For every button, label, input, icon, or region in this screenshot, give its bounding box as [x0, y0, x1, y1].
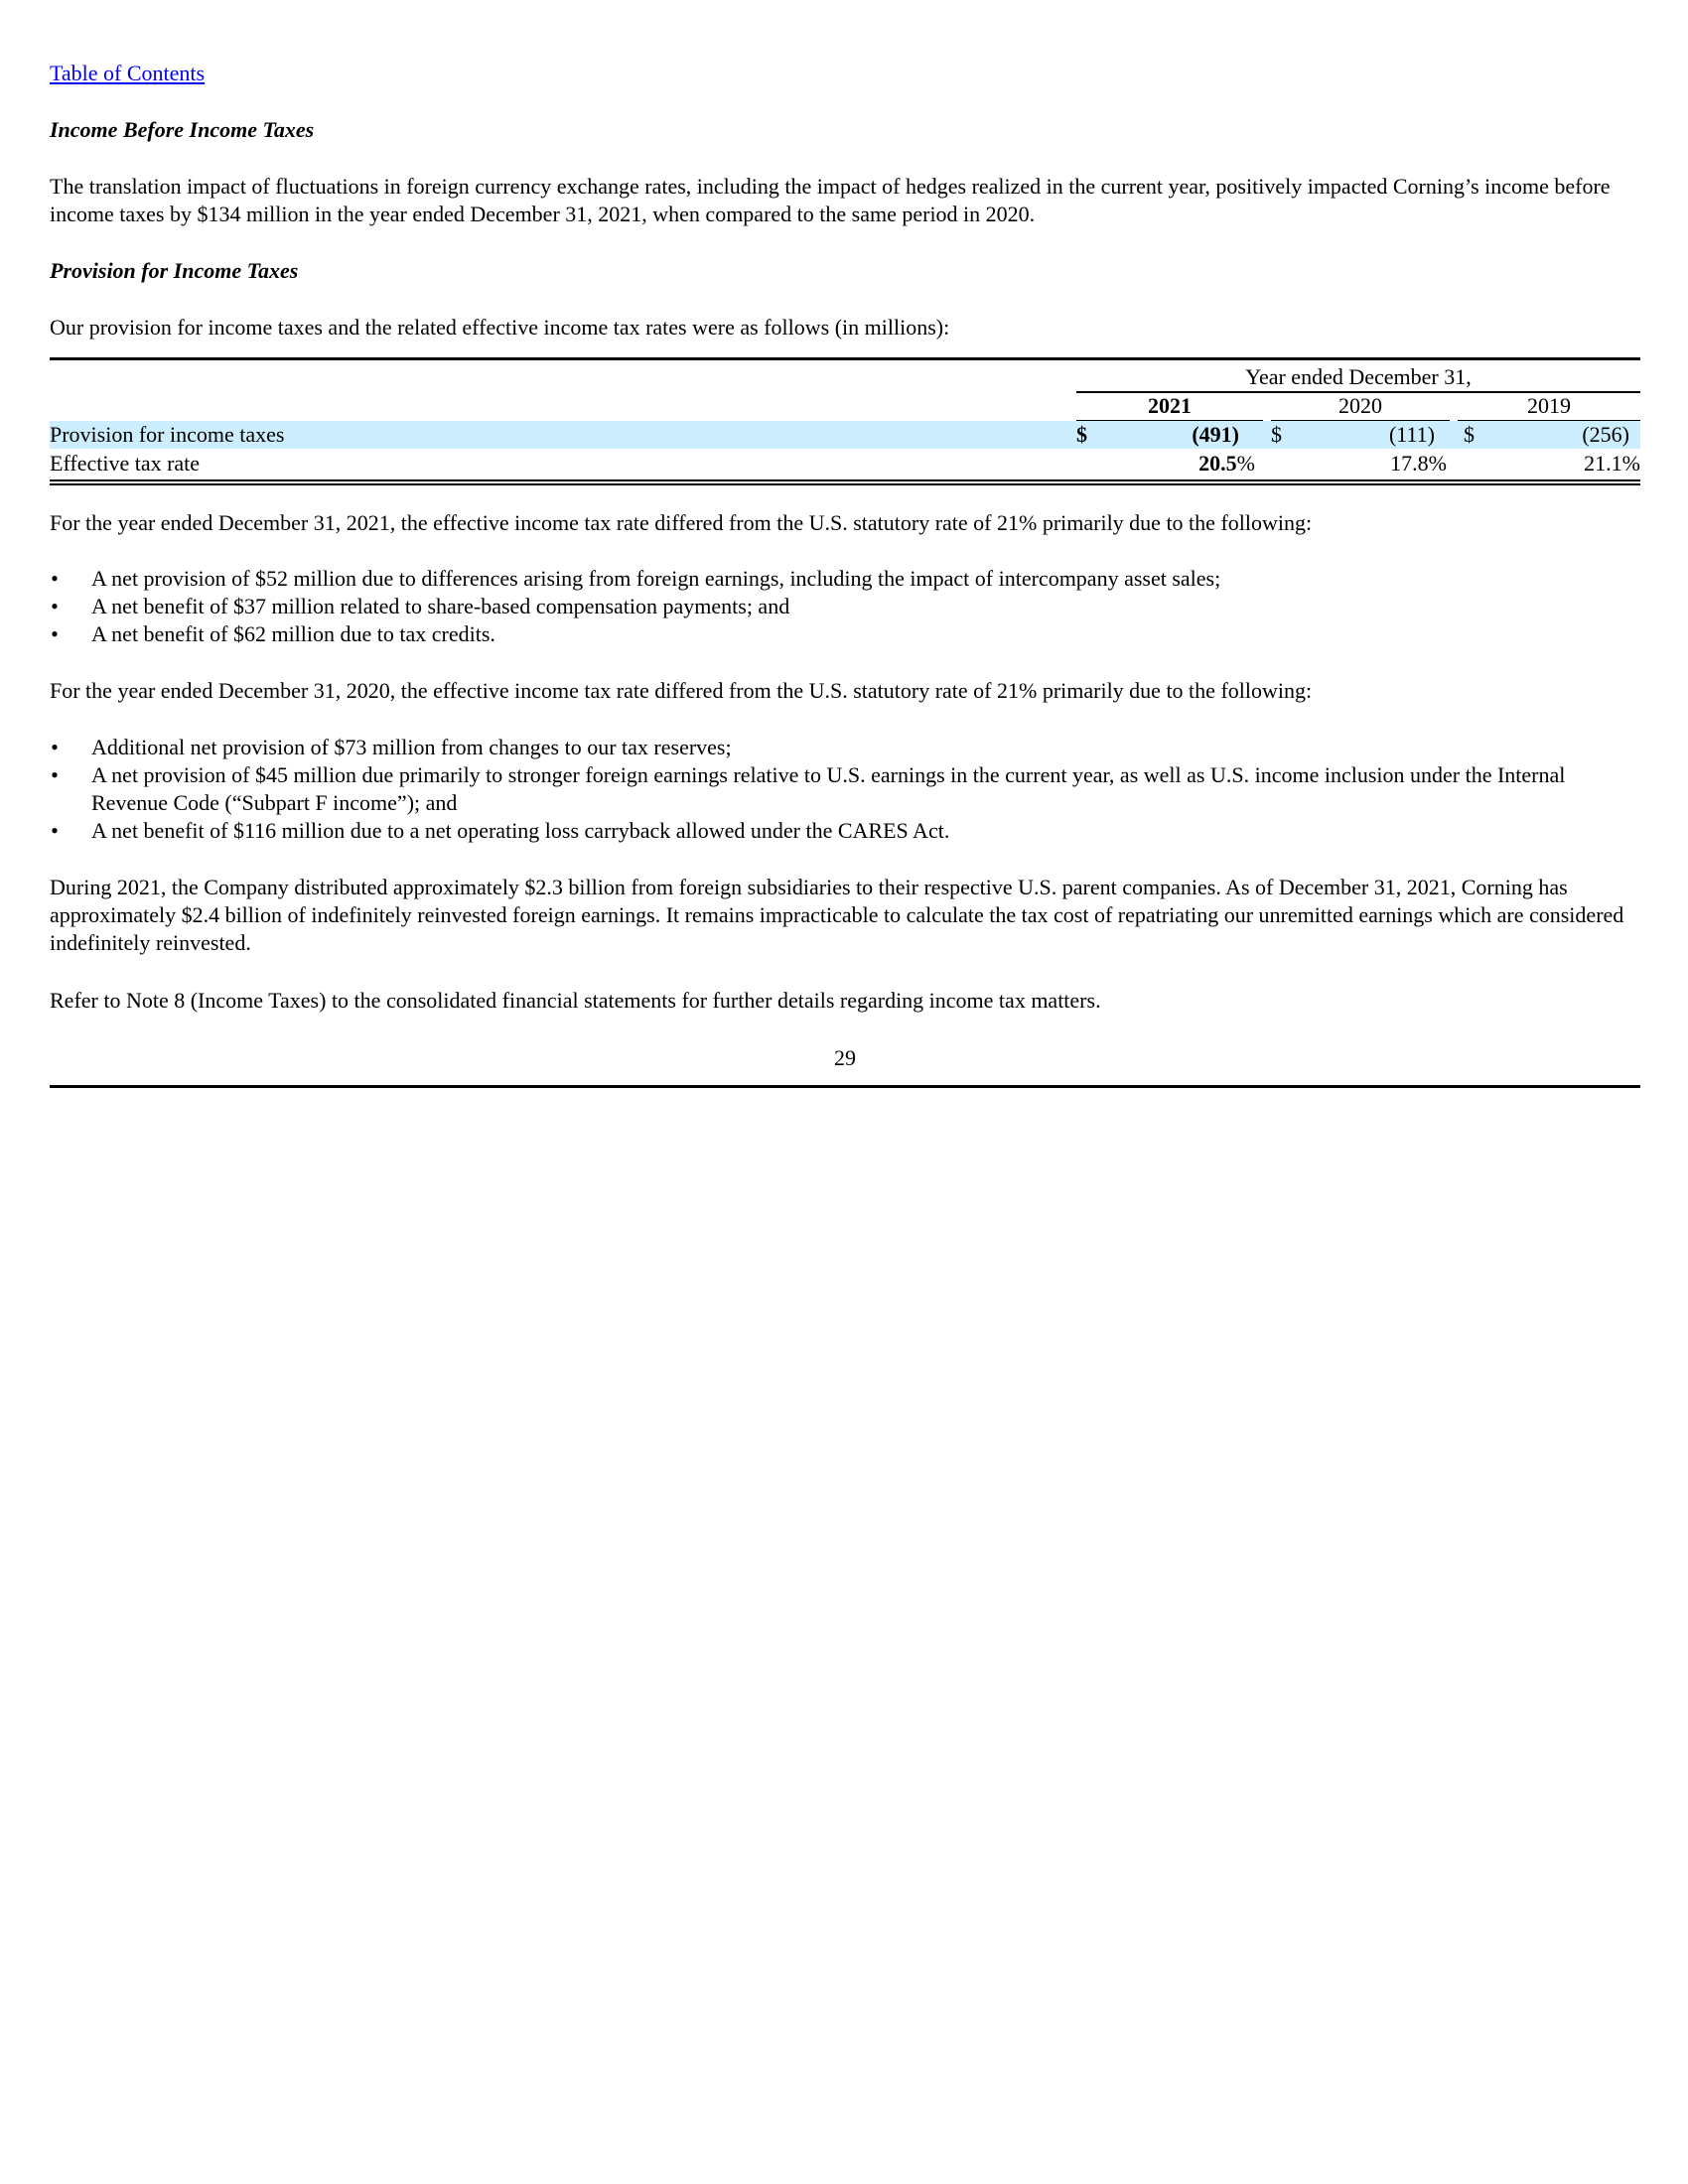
paragraph-refer-note: Refer to Note 8 (Income Taxes) to the consolidated financial statements for further details regarding income tax matters. [50, 988, 1101, 1013]
currency-2021: $ [1076, 422, 1087, 447]
bullet-list-2020 [50, 734, 1640, 845]
year-group-header: Year ended December 31, [1076, 363, 1640, 393]
paragraph-foreign-distribution: During 2021, the Company distributed approximately $2.3 billion from foreign subsidiaries to their respective U.S. parent companies. As of December 31, 2021, Corning has approximately $2.4 billion of indefinitely reinvested foreign earnings. It remains impracticable to calculate the tax cost of repatriating our unremitted earnings which are considered indefinitely reinvested. [50, 875, 1624, 955]
paragraph-provision-intro: Our provision for income taxes and the related effective income tax rates were as follows (in millions): [50, 315, 950, 340]
list-item: • A net benefit of $116 million due to a net operating loss carryback allowed under the CARES Act. [51, 818, 950, 843]
provision-2019: (256) [1582, 422, 1629, 447]
provision-2021: (491) [1192, 422, 1239, 447]
column-header-2020: 2020 [1271, 392, 1450, 422]
heading-provision-for-taxes: Provision for Income Taxes [50, 258, 299, 283]
list-item: • Additional net provision of $73 million from changes to our tax reserves; [51, 735, 732, 759]
table-row-effective-rate [50, 450, 1640, 478]
page-number: 29 [834, 1045, 856, 1070]
heading-income-before-taxes: Income Before Income Taxes [50, 117, 315, 142]
effective-rate-2019: 21.1% [1584, 451, 1640, 476]
paragraph-2020-intro: For the year ended December 31, 2020, the effective income tax rate differed from the U.S. statutory rate of 21% primarily due to the following: [50, 678, 1313, 703]
table-top-rule [50, 357, 1640, 360]
effective-rate-2020: 17.8% [1390, 451, 1447, 476]
table-of-contents-link[interactable]: Table of Contents [50, 61, 206, 85]
list-item: • A net provision of $45 million due primarily to stronger foreign earnings relative to U.S. earnings in the current year, as well as U.S. income inclusion under the Internal Revenue Code (“Subpart F income”); and [51, 762, 1566, 815]
list-item: • A net benefit of $62 million due to tax credits. [51, 621, 495, 646]
provision-2020: (111) [1388, 422, 1435, 447]
list-item: • A net provision of $52 million due to differences arising from foreign earnings, including the impact of intercompany asset sales; [51, 566, 1221, 591]
currency-2019: $ [1464, 422, 1475, 447]
table-row-provision [50, 421, 1640, 449]
paragraph-2021-intro: For the year ended December 31, 2021, the effective income tax rate differed from the U.S. statutory rate of 21% primarily due to the following: [50, 510, 1313, 535]
column-header-2021: 2021 [1076, 392, 1263, 422]
currency-2020: $ [1271, 422, 1282, 447]
paragraph-translation-impact: The translation impact of fluctuations in foreign currency exchange rates, including the impact of hedges realized in the current year, positively impacted Corning’s income before income taxes by $134 million in the year ended December 31, 2021, when compared to the same period in 2020. [50, 174, 1611, 226]
row-label-provision: Provision for income taxes [50, 422, 285, 447]
row-label-effective-rate: Effective tax rate [50, 451, 201, 476]
table-double-rule [50, 479, 1640, 485]
footer-rule [50, 1085, 1640, 1088]
effective-rate-2021: 20.5% [1198, 451, 1255, 476]
bullet-list-2021 [50, 565, 1640, 648]
column-header-2019: 2019 [1458, 392, 1640, 422]
list-item: • A net benefit of $37 million related to share-based compensation payments; and [51, 594, 790, 618]
